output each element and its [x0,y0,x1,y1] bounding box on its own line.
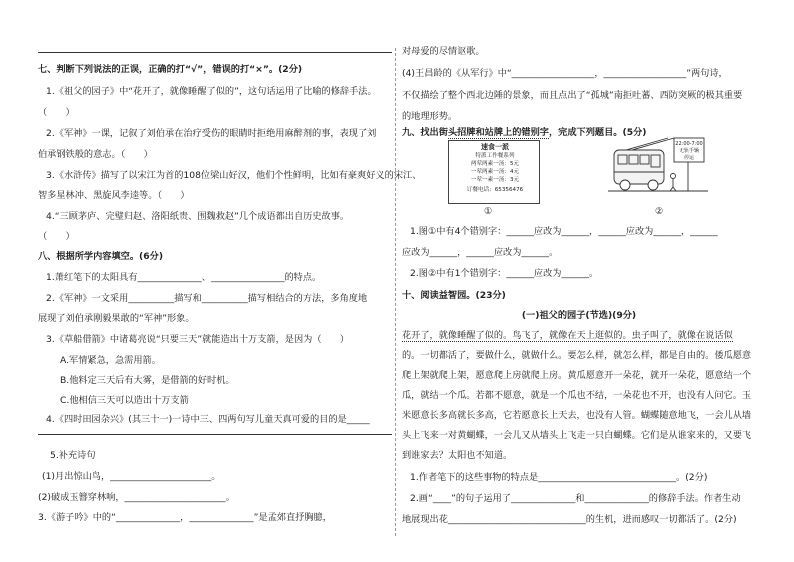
q9-item2[interactable]: 2.图②中有1个错别字：______应改为______。 [410,268,599,279]
sign-subtitle: 特派工作餐系列 [475,153,515,159]
reading-q2-line2[interactable]: 地展现出花______________________________的生机，进而感叹一切都活了。(2分) [402,514,737,525]
figure-2-label: ② [655,206,664,217]
r-line4: 的地理形势。 [402,111,458,122]
bus-wheel-front [648,180,658,190]
passage-line-3: 爬上架就爬上架，愿意爬上房就爬上房。黄瓜愿意开一朵花，就开一朵花，愿意结一个 [402,370,752,381]
sign-phone: 订餐电话：65356476 [466,187,524,193]
q7-item1-line2[interactable]: （ ） [38,107,75,118]
stop-sign-line3: 停运 [683,155,695,161]
q8-item5-poem2[interactable]: (2)破成玉簪穿林响，______________________。 [38,492,235,503]
sign-title: 速食一派 [481,143,509,151]
q8-item5: 5.补充诗句 [50,450,96,461]
passage-line-6: 头上飞来一对黄蝴蝶，一会儿又从墙头上飞走一只白蝴蝶。它们是从谁家来的，又要飞 [402,430,752,441]
figure-1-label: ① [484,206,493,217]
q8-item2-line2: 展现了刘伯承刚毅果敢的“军神”形象。 [38,313,195,324]
sign-line-3: 一荤一素一汤：3元 [470,177,520,183]
q7-item3-line2[interactable]: 智多星林冲、黑旋风李逵等。（ ） [38,190,190,201]
q9-title-prefix: 九、找出街 [402,127,448,138]
passage-line-2: 的。一切都活了，要做什么，就做什么。要怎么样，就怎么样，都是自由的。倭瓜愿意 [402,350,752,361]
q7-item1-line1: 1.《祖父的园子》中“花开了，就像睡醒了似的”，这句话运用了比喻的修辞手法。 [46,86,377,97]
r-line3: 不仅描绘了整个西北边陲的景象，而且点出了“孤城”南拒吐蕃、西防突厥的极其重要 [402,90,743,101]
q8-item5-poem3[interactable]: 3.《游子吟》中的“______________，______________”是孟郊直抒胸臆， [38,512,332,523]
q7-title: 七、判断下列说法的正误，正确的打“√”，错误的打“×”。(2分) [38,64,303,75]
passage-title: (一)祖父的园子(节选)(9分) [521,310,637,321]
sign-line-2: 一荤两素一汤：4元 [470,169,520,175]
q9-title-highlight: 头招牌和站牌上的错别字 [447,127,549,138]
passage-line-5: 米愿意长多高就长多高，它若愿意长上天去，也没有人管。蝴蝶随意地飞，一会儿从墙 [402,410,752,421]
top-answer-rule [38,52,392,53]
q7-item3-line1: 3.《水浒传》描写了以宋江为首的108位梁山好汉，他们个性鲜明，比如有豪爽好义的宋江、 [46,170,422,181]
sign-line-1: 两荤两素一汤：5元 [470,161,520,167]
q8-item1[interactable]: 1.萧红笔下的太阳具有______________、________________的特点。 [46,272,322,283]
q8-item4[interactable]: 4.《四时田园杂兴》(其三十一)一诗中三、四两句写儿童天真可爱的目的是_____ [46,414,370,425]
right-column [402,0,756,562]
q8-item3[interactable]: 3.《草船借箭》中诸葛亮说“只要三天”就能造出十万支箭，是因为（ ） [46,334,350,345]
restaurant-sign-figure [448,140,540,204]
stop-sign-hours: 22:00-7:00 [675,141,703,147]
q8-item2-line1[interactable]: 2.《军神》一文采用__________描写和__________描写相结合的方法，多角度地 [46,293,368,304]
reading-q1[interactable]: 1.作者笔下的这些事物的特点是______________________________。(2分) [410,472,708,483]
person-leg-right [673,187,676,191]
bus-wheel-rear [620,180,630,190]
left-column [38,0,422,562]
person-head [671,174,676,179]
passage-line-4: 瓜，就结一个瓜。若都不愿意，就是一个瓜也不结，一朵花也不开，也没有人问它。玉 [402,390,752,401]
q10-title: 十、阅读益智园。(23分) [402,290,506,301]
r-line1: 对母爱的尽情讴歌。 [402,46,485,57]
q8-option-c[interactable]: C.他相信三天可以造出十万支箭 [60,395,189,406]
stop-sign-line2: 无轨手辆 [678,148,700,154]
q8-item4-answer-rule [38,434,392,435]
person-leg-left [670,187,673,191]
q9-item1-line2[interactable]: 应改为______，______应改为______。 [402,247,559,258]
passage-line-1 [402,330,733,342]
trolley-wire-2 [632,138,674,150]
bus-stop-illustration [608,136,708,206]
q9-title-suffix: ，完成下列题目。(5分) [549,127,647,138]
q8-option-a[interactable]: A.军情紧急，急需用箭。 [60,355,161,366]
passage-line-7: 到谁家去？太阳也不知道。 [402,450,513,461]
passage-underlined-sentence: 花开了，就像睡醒了似的。鸟飞了，就像在天上逛似的。虫子叫了，就像在说话似 [402,330,733,341]
reading-q2-line1[interactable]: 2.画“____”的句子运用了______________和______________的修辞手法。作者生动 [410,493,741,504]
q8-item5-poem1[interactable]: (1)月出惊山鸟，______________________。 [42,471,221,482]
q7-item4-line1: 4.“三顾茅庐、完璧归赵、洛阳纸贵、围魏救赵”几个成语都出自历史故事。 [46,211,350,222]
q8-option-b[interactable]: B.他料定三天后有大雾，是借箭的好时机。 [60,375,235,386]
trolley-wire-1 [626,138,668,150]
r-line2[interactable]: (4)王昌龄的《从军行》中“__________________，__________________”两句诗， [402,68,728,79]
q7-item2-line2[interactable]: 伯承钢铁般的意志。（ ） [38,149,153,160]
q8-title: 八、根据所学内容填空。(6分) [38,251,164,262]
q7-item2-line1: 2.《军神》一课，记叙了刘伯承在治疗受伤的眼睛时拒绝用麻醉剂的事，表现了刘 [46,128,377,139]
q9-item1-line1[interactable]: 1.图①中有4个错别字：______应改为______，______应改为______，______ [410,226,718,237]
q7-item4-line2[interactable]: （ ） [38,231,75,242]
column-divider [395,48,396,536]
